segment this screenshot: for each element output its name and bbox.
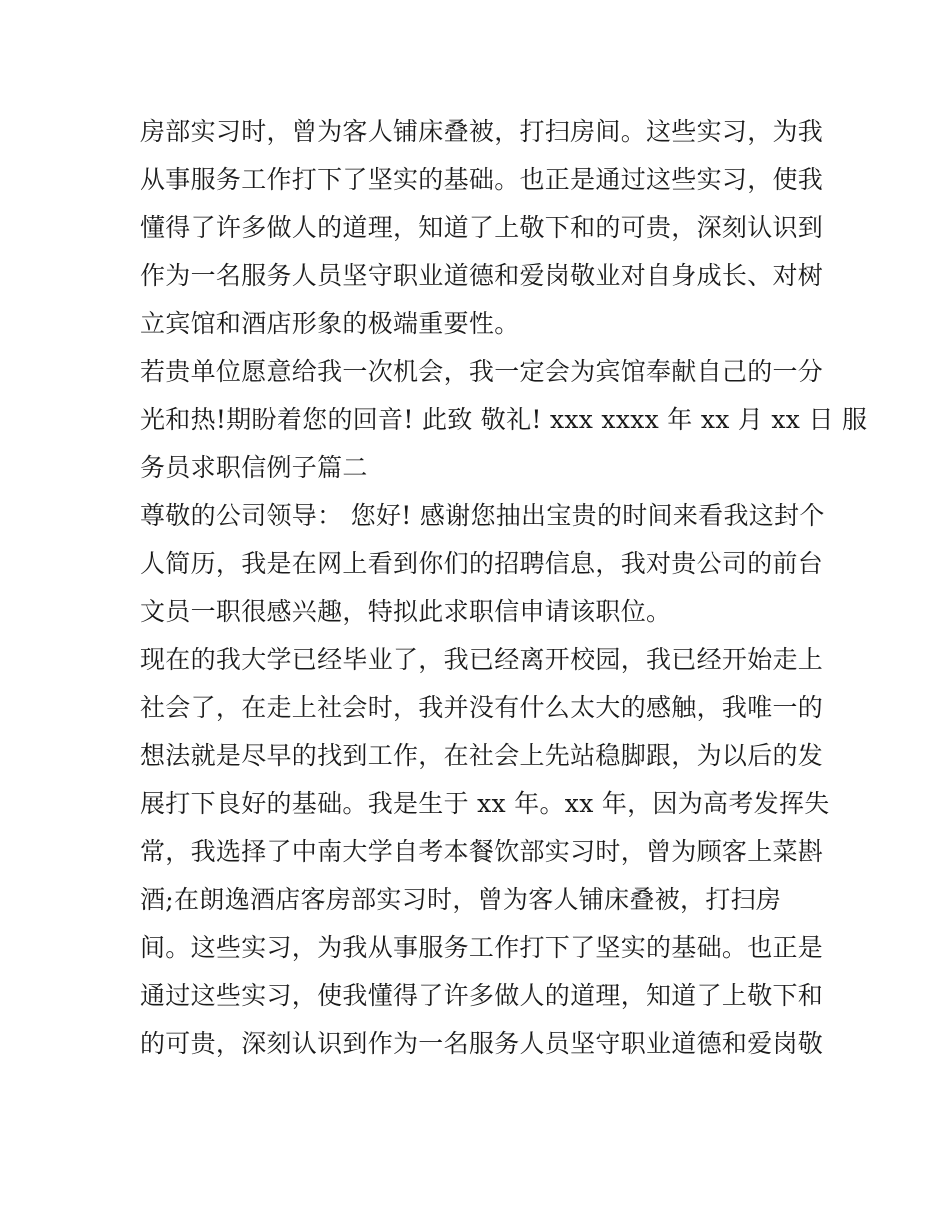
text-line: 立宾馆和酒店形象的极端重要性。: [140, 309, 520, 338]
text-line: 社会了，在走上社会时，我并没有什么太大的感触，我唯一的: [140, 693, 824, 722]
text-line: 懂得了许多做人的道理，知道了上敬下和的可贵，深刻认识到: [140, 213, 824, 242]
text-line: 作为一名服务人员坚守职业道德和爱岗敬业对自身成长、对树: [140, 261, 824, 290]
text-line: 常，我选择了中南大学自考本餐饮部实习时，曾为顾客上菜斟: [140, 837, 824, 866]
text-line: 酒;在朗逸酒店客房部实习时，曾为客人铺床叠被，打扫房: [140, 885, 782, 914]
text-line: 文员一职很感兴趣，特拟此求职信申请该职位。: [140, 597, 672, 626]
body-text: [140, 108, 868, 1068]
text-line: 通过这些实习，使我懂得了许多做人的道理，知道了上敬下和: [140, 981, 824, 1010]
text-line: 展打下良好的基础。我是生于 xx 年。xx 年，因为高考发挥失: [140, 789, 830, 818]
text-line: 尊敬的公司领导： 您好! 感谢您抽出宝贵的时间来看我这封个: [140, 501, 825, 530]
text-line: 房部实习时，曾为客人铺床叠被，打扫房间。这些实习，为我: [140, 117, 824, 146]
text-line: 光和热!期盼着您的回音! 此致 敬礼! xxx xxxx 年 xx 月 xx 日 服: [140, 405, 868, 434]
text-line: 从事服务工作打下了坚实的基础。也正是通过这些实习，使我: [140, 165, 824, 194]
text-line: 现在的我大学已经毕业了，我已经离开校园，我已经开始走上: [140, 645, 824, 674]
text-line: 务员求职信例子篇二: [140, 453, 368, 482]
text-line: 想法就是尽早的找到工作，在社会上先站稳脚跟，为以后的发: [140, 741, 824, 770]
text-line: 人简历，我是在网上看到你们的招聘信息，我对贵公司的前台: [140, 549, 824, 578]
text-line: 的可贵，深刻认识到作为一名服务人员坚守职业道德和爱岗敬: [140, 1029, 824, 1058]
text-line: 间。这些实习，为我从事服务工作打下了坚实的基础。也正是: [140, 933, 824, 962]
text-line: 若贵单位愿意给我一次机会，我一定会为宾馆奉献自己的一分: [140, 357, 824, 386]
